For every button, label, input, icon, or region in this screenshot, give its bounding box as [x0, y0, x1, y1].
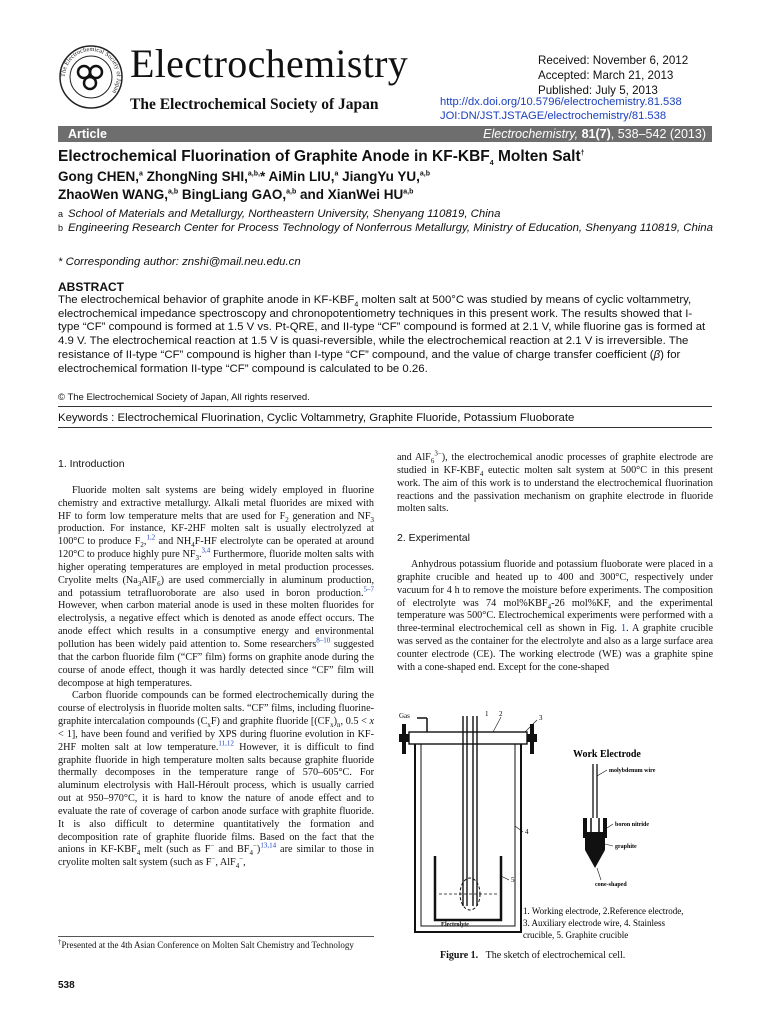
- citation-link[interactable]: 1,2: [146, 533, 156, 542]
- figure-caption: Figure 1. The sketch of electrochemical cell.: [440, 950, 626, 961]
- publication-dates: [538, 53, 688, 98]
- affiliation-a: a School of Materials and Metallurgy, Northeastern University, Shenyang 110819, China: [58, 208, 501, 220]
- section-heading-experimental: 2. Experimental: [397, 532, 470, 545]
- identifier-links: [440, 96, 682, 123]
- svg-text:5: 5: [511, 876, 515, 884]
- keywords: Keywords : Electrochemical Fluorination, Cyclic Voltammetry, Graphite Fluoride, Potassium Fluoborate: [58, 406, 712, 428]
- electrochemical-cell-figure: [397, 706, 715, 944]
- svg-text:3. Auxiliary electrode wire, 4: 3. Auxiliary electrode wire, 4. Stainless: [523, 918, 665, 928]
- doi-link[interactable]: http://dx.doi.org/10.5796/electrochemistry.81.538: [440, 96, 682, 108]
- citation-link[interactable]: 5–7: [363, 585, 374, 594]
- article-title: Electrochemical Fluorination of Graphite Anode in $KF-KBF_4$ Molten Salt†: [58, 148, 585, 168]
- received-date: Received: November 6, 2012: [538, 54, 689, 67]
- citation-link[interactable]: 13,14: [260, 842, 277, 851]
- svg-text:The Electrochemical Society of: The Electrochemical Society of Japan: [59, 45, 123, 95]
- author-line-2: ZhaoWen WANG,$^{a,b}$ BingLiang GAO,$^{a,b}$ and XianWei HU$^{a,b}$: [58, 187, 414, 202]
- svg-text:4: 4: [525, 828, 529, 836]
- copyright-notice: © The Electrochemical Society of Japan, All rights reserved.: [58, 392, 310, 403]
- accepted-date: Accepted: March 21, 2013: [538, 69, 674, 82]
- svg-text:Electrolyte: Electrolyte: [441, 922, 469, 928]
- citation-link[interactable]: 11,12: [218, 739, 234, 748]
- author-list: [58, 168, 718, 204]
- svg-text:graphite: graphite: [615, 844, 637, 850]
- abstract-heading: ABSTRACT: [58, 280, 124, 294]
- svg-text:1. Working electrode, 2.Refere: 1. Working electrode, 2.Reference electrode,: [523, 906, 684, 916]
- article-type-bar: [58, 126, 712, 142]
- svg-text:2: 2: [499, 710, 503, 718]
- page-number: 538: [58, 980, 75, 991]
- section-heading-introduction: 1. Introduction: [58, 458, 125, 470]
- svg-text:Work Electrode: Work Electrode: [573, 749, 641, 760]
- journal-title: Electrochemistry: [130, 41, 409, 86]
- footnote: †Presented at the 4th Asian Conference on Molten Salt Chemistry and Technology: [58, 936, 374, 951]
- society-name: The Electrochemical Society of Japan: [130, 96, 379, 113]
- paragraph: Anhydrous potassium fluoride and potassium fluoborate were placed in a graphite crucible and heated up to 400 and 300°C, respectively under vacuum for 4 h to remove the moisture before experiments. The composition of electrolyte was 74 $mol\%KBF_4-26$ mol%KF, and the experimental temperature was 500°C. Electrochemical experiments were performed with a three-terminal electrochemical cell as shown in Fig. 1. A graphite crucible was served as the container for the electrolyte and also as a large surface area counter electrode (CE). The working electrode (WE) was a graphite spine with a cone-shaped end. Except for the cone-shaped: [397, 559, 713, 673]
- article-type-label: Article: [68, 127, 107, 141]
- published-date: Published: July 5, 2013: [538, 84, 658, 97]
- svg-text:cone-shaped: cone-shaped: [595, 882, 627, 888]
- society-seal-logo: [58, 44, 124, 110]
- paragraph: Fluoride molten salt systems are being widely employed in fluorine chemistry and extractive metallurgy. Alkali metal fluorides are mixed with HF to form low temperature melts that are used for $F_2$ generation and $NF_3$ production. For instance, KF-2HF molten salt is usually electrolyzed at 100°C to produce $F_2,^{1,2}$ and $NH_4F-HF$ electrolyte can be operated at around 120°C to produce highly pure $NF_3.^{3,4}$ Furthermore, fluoride molten salts with higher operating temperatures are employed in metal production processes. Cryolite melts $(Na_3AlF_6)$ are used commercially in aluminum production, and potassium tetrafluoroborate are also used in boron production.$^{5-7}$ However, when carbon material anode is used in these molten fluorides for electrolysis, a negative effect which is denoted as anode effect occurs. The anode effect which results in a consumptive energy and environmental pollution has been widely paid attention to. Some researchers$^{8-10}$ suggested that the carbon fluoride film (“CF” film) forms on graphite anode during the course of anode effect, though it was hardly detected since “CF” film will decompose at high temperatures.: [58, 484, 374, 689]
- affiliation-b: b Engineering Research Center for Process Technology of Nonferrous Metallurgy, Ministry of Education, Shenyang 110819, China: [58, 221, 713, 234]
- affiliations: [58, 208, 718, 235]
- svg-text:crucible, 5. Graphite crucible: crucible, 5. Graphite crucible: [523, 930, 629, 940]
- paragraph: Carbon fluoride compounds can be formed electrochemically during the course of electrolysis in fluoride molten salts. “CF” films, including fluorine-graphite intercalation compounds $(C_xF)$ and graphite fluoride [$(CF_x)_n$, 0.5 < x < 1], have been found and verified by XPS during fluorine evolution in KF-2HF molten salt at low temperature.$^{11,12}$ However, it is difficult to find graphite fluoride in high temperature molten salts because graphite fluoride thermally decomposes in the temperature range of 570–605°C. For aluminum electrolysis with Hall-Héroult process, which is usually carried out at 950–970°C, it is hard to know the nature of anode effect and to evaluate the rate of coverage of carbon anode surface with graphite fluoride. It is also difficult to determine quantitatively the formation and decomposition rate of graphite fluoride films. Based on the fact that the anions in $KF-KBF_4$ melt (such as F− and $BF_4^-)^{13,14}$ are similar to those in cryolite molten salt system (such as F−, AlF$_4$−,: [58, 690, 375, 871]
- svg-text:1: 1: [485, 710, 489, 718]
- svg-text:boron nitride: boron nitride: [615, 822, 650, 828]
- figure-link[interactable]: 1: [620, 623, 627, 635]
- journal-reference: Electrochemistry, 81(7), 538–542 (2013): [483, 127, 706, 141]
- body-left-column: [58, 452, 374, 870]
- corresponding-author: * Corresponding author: znshi@mail.neu.edu.cn: [58, 256, 301, 268]
- joi-link[interactable]: JOI:DN/JST.JSTAGE/electrochemistry/81.538: [440, 109, 667, 122]
- citation-link[interactable]: 3,4: [201, 546, 211, 555]
- abstract-text: The electrochemical behavior of graphite anode in $KF-KBF_4$ molten salt at 500°C was studied by means of cyclic voltammetry, electrochemical impedance spectroscopy and chronopotentiometry techniques in this present work. The results showed that I-type “CF” compound is formed at 1.5 V vs. Pt-QRE, and II-type “CF” compound is formed at 2.1 V, while fluorine gas is formed at 4.9 V. The electrochemical reaction at 1.5 V is quasi-reversible, while the electrochemical reaction at 2.1 V is irreversible. The resistance of II-type “CF” compound is higher than I-type “CF” compound, and the value of charge transfer coefficient (β) for electrochemical formation II-type “CF” compound is calculated to be 0.26.: [58, 294, 706, 375]
- paragraph: and AlF$_6^{3-}$), the electrochemical anodic processes of graphite electrode are studied in $KF-KBF_4$ eutectic molten salt system at 500°C in this present work. The aim of this work is to understand the electrochemical fluorination reactions and the passivation mechanism on graphite electrode in fluoride molten salts.: [397, 449, 714, 515]
- svg-text:Gas: Gas: [399, 712, 410, 720]
- body-right-column: [397, 449, 714, 675]
- svg-text:molybdenum wire: molybdenum wire: [609, 768, 656, 774]
- svg-text:3: 3: [539, 714, 543, 722]
- citation-link[interactable]: 8–10: [316, 636, 331, 645]
- author-line-1: Gong CHEN,$^a$ ZhongNing SHI,$^{a,b,}$* AiMin LIU,$^a$ JiangYu YU,$^{a,b}$: [58, 169, 431, 184]
